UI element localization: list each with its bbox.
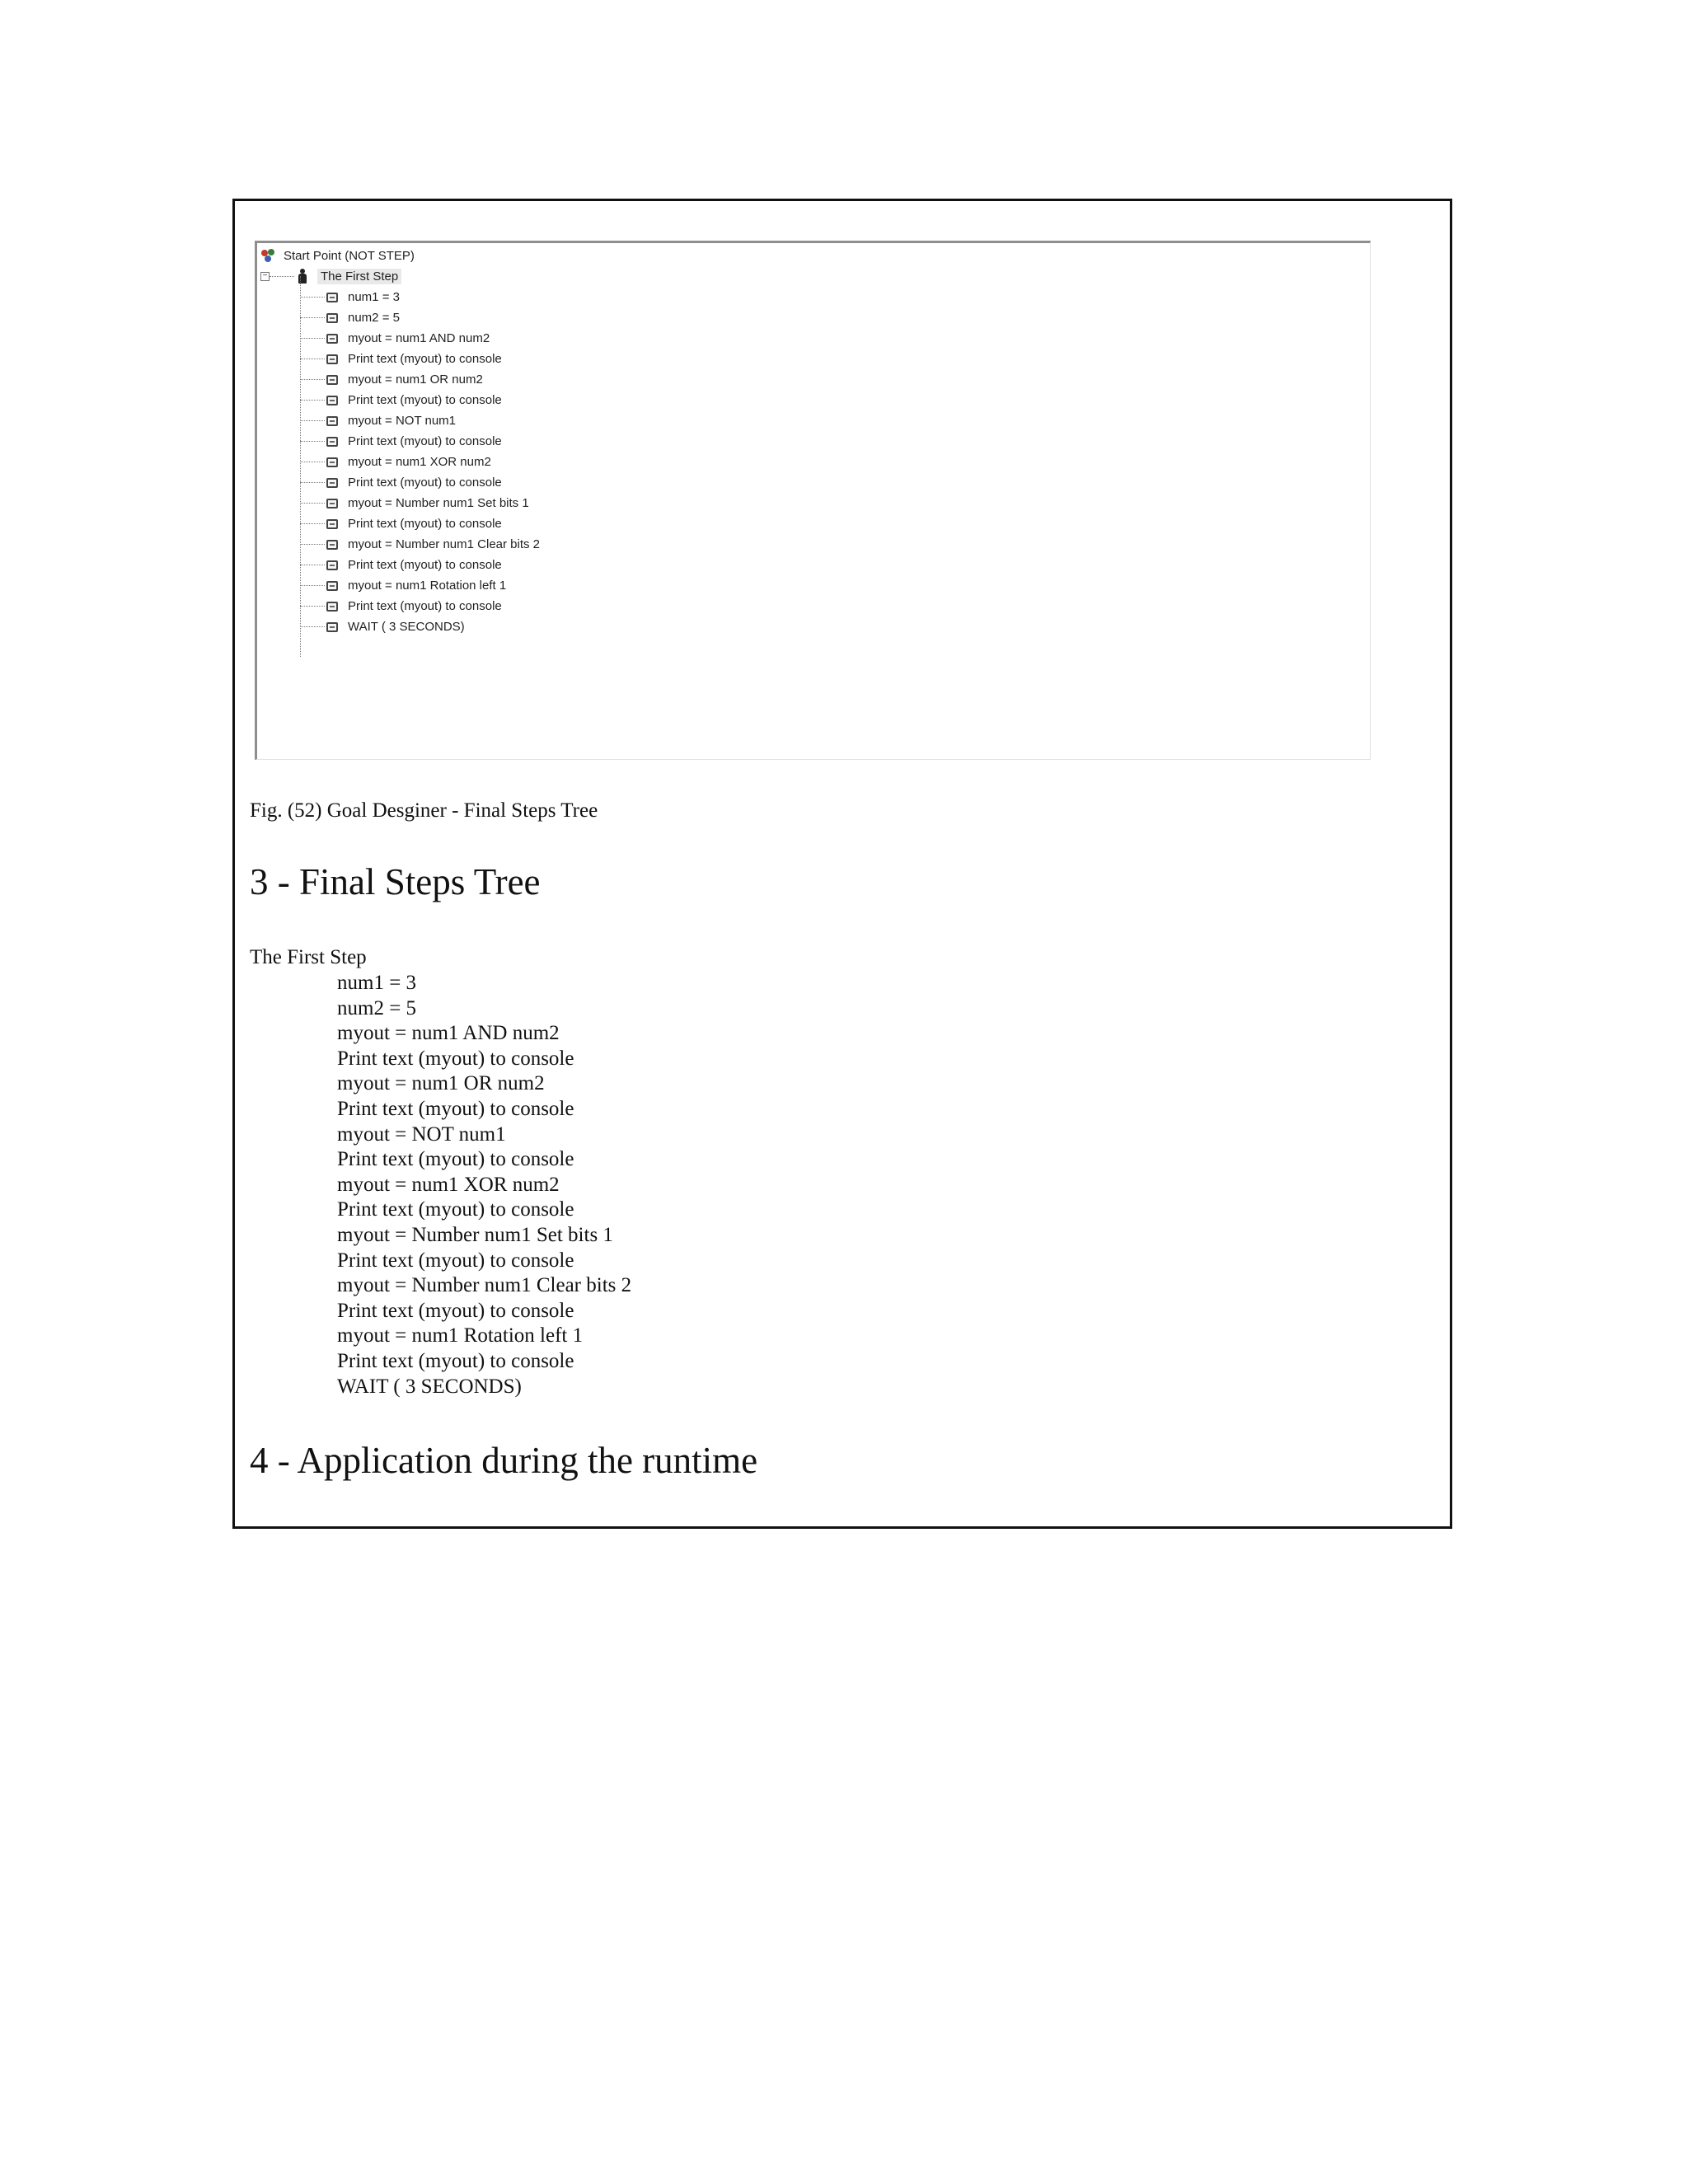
tree-item-label: num1 = 3: [348, 290, 400, 304]
tree-connector: [300, 441, 325, 442]
command-item-icon: [326, 416, 338, 426]
step-line: Print text (myout) to console: [337, 1148, 574, 1171]
command-item-icon: [326, 313, 338, 323]
step-line: num2 = 5: [337, 996, 417, 1019]
step-line: myout = num1 AND num2: [337, 1022, 560, 1045]
document-frame: [232, 199, 1452, 1529]
step-line: Print text (myout) to console: [337, 1249, 574, 1272]
tree-item[interactable]: [300, 596, 540, 616]
step-line: Print text (myout) to console: [337, 1097, 574, 1120]
tree-item[interactable]: [300, 431, 540, 452]
tree-connector: [300, 420, 325, 421]
tree-item[interactable]: [300, 513, 540, 534]
command-item-icon: [326, 375, 338, 385]
tree-connector: [300, 523, 325, 524]
step-line: num1 = 3: [337, 972, 417, 994]
step-lines-list: [337, 971, 631, 1399]
step-line: myout = Number num1 Set bits 1: [337, 1223, 613, 1246]
command-item-icon: [326, 457, 338, 467]
command-item-icon: [326, 581, 338, 591]
step-line: myout = num1 Rotation left 1: [337, 1324, 584, 1347]
tree-connector: [300, 338, 325, 339]
command-item-icon: [326, 499, 338, 509]
tree-item-label: Print text (myout) to console: [348, 352, 502, 366]
command-item-icon: [326, 334, 338, 344]
step-line: Print text (myout) to console: [337, 1047, 574, 1070]
tree-item-label: myout = num1 OR num2: [348, 373, 483, 387]
tree-item[interactable]: [300, 328, 540, 349]
command-item-icon: [326, 293, 338, 302]
tree-item-label: Print text (myout) to console: [348, 434, 502, 448]
tree-item[interactable]: [300, 575, 540, 596]
start-point-icon: [260, 248, 275, 263]
tree-item[interactable]: [300, 493, 540, 513]
command-item-icon: [326, 602, 338, 612]
tree-item[interactable]: [300, 390, 540, 410]
tree-item-label: Print text (myout) to console: [348, 558, 502, 572]
command-item-icon: [326, 478, 338, 488]
tree-step-label: The First Step: [317, 269, 401, 284]
tree-item-label: myout = NOT num1: [348, 414, 457, 428]
tree-item-label: Print text (myout) to console: [348, 476, 502, 490]
section-heading-final-steps: 3 - Final Steps Tree: [250, 861, 541, 902]
step-title: The First Step: [250, 946, 367, 968]
tree-connector: [300, 317, 325, 318]
tree-connector: [300, 379, 325, 380]
command-item-icon: [326, 622, 338, 632]
command-item-icon: [326, 354, 338, 364]
command-item-icon: [326, 540, 338, 550]
tree-item-label: myout = num1 Rotation left 1: [348, 579, 507, 593]
step-line: Print text (myout) to console: [337, 1299, 574, 1322]
step-line: Print text (myout) to console: [337, 1349, 574, 1372]
tree-root-label: Start Point (NOT STEP): [284, 248, 415, 263]
tree-item[interactable]: [300, 616, 540, 637]
step-line: Print text (myout) to console: [337, 1198, 574, 1221]
tree-item[interactable]: [300, 369, 540, 390]
command-item-icon: [326, 396, 338, 405]
step-line: myout = num1 OR num2: [337, 1072, 545, 1095]
tree-item-label: num2 = 5: [348, 311, 400, 325]
tree-root-node[interactable]: [260, 246, 415, 265]
tree-item[interactable]: [300, 307, 540, 328]
tree-connector: [300, 503, 325, 504]
tree-item-label: WAIT ( 3 SECONDS): [348, 620, 465, 634]
tree-item[interactable]: [300, 472, 540, 493]
step-line: myout = NOT num1: [337, 1122, 506, 1146]
collapse-icon[interactable]: −: [260, 272, 270, 281]
tree-item-label: myout = num1 XOR num2: [348, 455, 491, 469]
steps-tree-screenshot: [255, 241, 1371, 760]
command-item-icon: [326, 519, 338, 529]
tree-connector: [300, 585, 325, 586]
tree-item-label: Print text (myout) to console: [348, 517, 502, 531]
command-item-icon: [326, 437, 338, 447]
tree-item[interactable]: [300, 534, 540, 555]
figure-caption: Fig. (52) Goal Desginer - Final Steps Tree: [250, 799, 598, 822]
section-heading-runtime: 4 - Application during the runtime: [250, 1440, 758, 1481]
tree-item-label: Print text (myout) to console: [348, 393, 502, 407]
command-item-icon: [326, 560, 338, 570]
tree-connector: [270, 276, 294, 277]
tree-item[interactable]: [300, 452, 540, 472]
tree-item-label: Print text (myout) to console: [348, 599, 502, 613]
tree-item-label: myout = Number num1 Clear bits 2: [348, 537, 541, 551]
step-person-icon: [298, 269, 307, 284]
step-line: myout = num1 XOR num2: [337, 1173, 560, 1196]
step-line: myout = Number num1 Clear bits 2: [337, 1274, 632, 1297]
tree-connector: [300, 482, 325, 483]
tree-connector: [300, 400, 325, 401]
step-line: WAIT ( 3 SECONDS): [337, 1375, 522, 1398]
tree-step-node[interactable]: [260, 267, 401, 285]
tree-connector: [300, 606, 325, 607]
tree-connector: [300, 626, 325, 627]
tree-connector: [300, 297, 325, 298]
tree-item[interactable]: [300, 287, 540, 307]
tree-children-list: [300, 287, 540, 637]
tree-connector: [300, 544, 325, 545]
tree-item[interactable]: [300, 410, 540, 431]
tree-item[interactable]: [300, 349, 540, 369]
tree-item-label: myout = Number num1 Set bits 1: [348, 496, 529, 510]
tree-item[interactable]: [300, 555, 540, 575]
tree-item-label: myout = num1 AND num2: [348, 331, 490, 345]
